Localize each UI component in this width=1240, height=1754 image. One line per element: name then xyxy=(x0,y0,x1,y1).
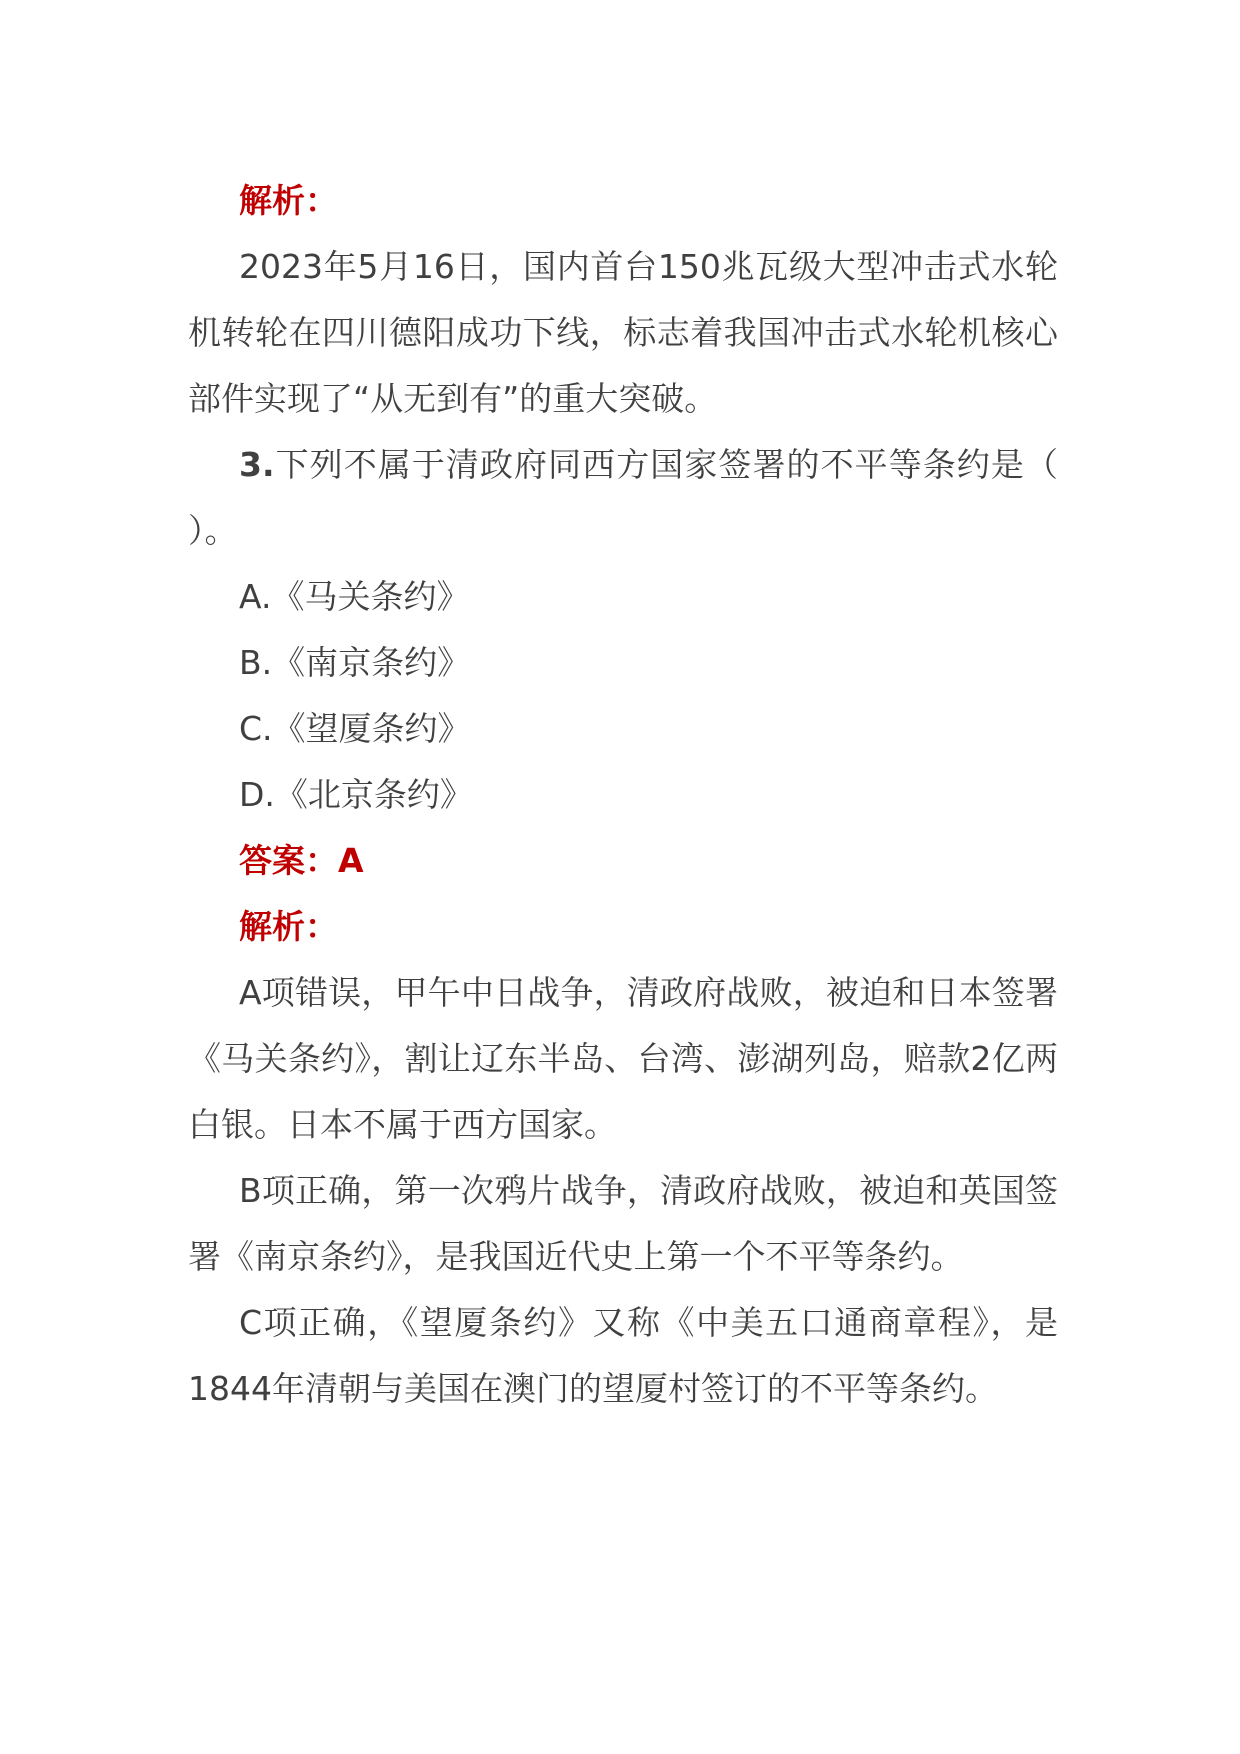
option-d: D.《北京条约》 xyxy=(239,775,473,814)
document-page xyxy=(188,168,1058,1422)
option-c: C.《望厦条约》 xyxy=(239,709,471,748)
question-number: 3. xyxy=(239,445,275,484)
analysis-b: B项正确，第一次鸦片战争，清政府战败，被迫和英国签署《南京条约》，是我国近代史上第一个不平等条约。 xyxy=(188,1171,1058,1276)
analysis-a: A项错误，甲午中日战争，清政府战败，被迫和日本签署《马关条约》，割让辽东半岛、台湾、澎湖列岛，赔款2亿两白银。日本不属于西方国家。 xyxy=(188,973,1058,1144)
analysis-heading-1: 解析： xyxy=(239,181,338,220)
question-3 xyxy=(188,432,1058,564)
analysis-c: C项正确，《望厦条约》又称《中美五口通商章程》，是1844年清朝与美国在澳门的望厦村签订的不平等条约。 xyxy=(188,1303,1058,1408)
option-a: A.《马关条约》 xyxy=(239,577,470,616)
analysis-heading-2: 解析： xyxy=(239,907,338,946)
answer-label: 答案：A xyxy=(239,841,364,880)
option-b: B.《南京条约》 xyxy=(239,643,471,682)
question-stem: 下列不属于清政府同西方国家签署的不平等条约是（ ）。 xyxy=(188,445,1058,550)
analysis-text-1: 2023年5月16日，国内首台150兆瓦级大型冲击式水轮机转轮在四川德阳成功下线，标志着我国冲击式水轮机核心部件实现了“从无到有”的重大突破。 xyxy=(188,247,1058,418)
